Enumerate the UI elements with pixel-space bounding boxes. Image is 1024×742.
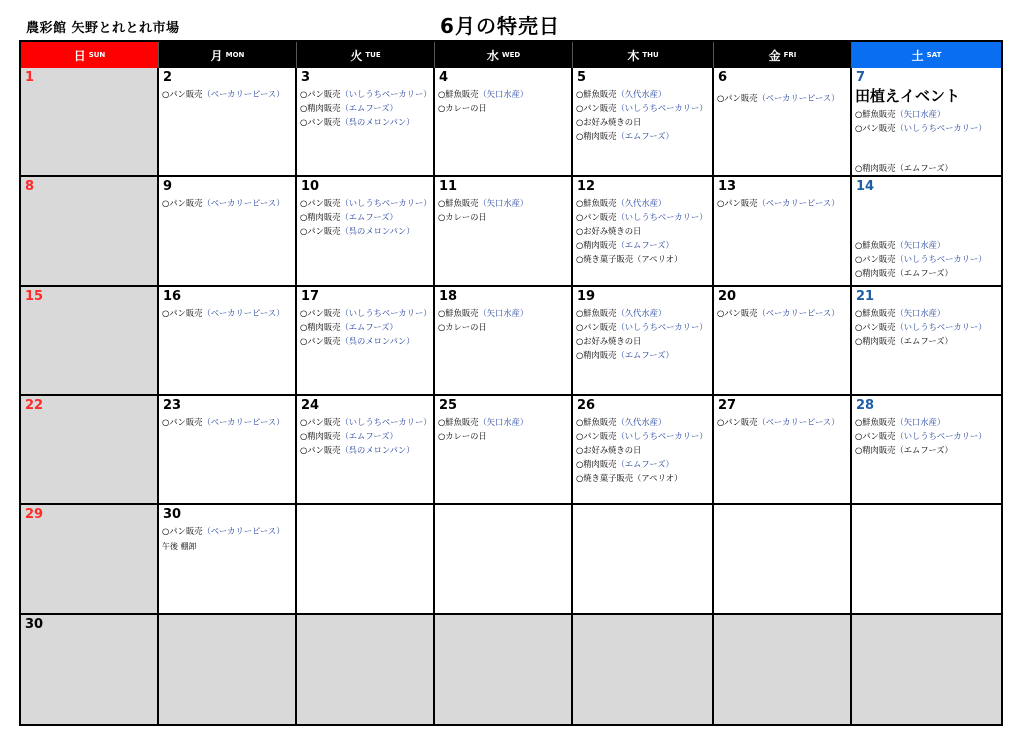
event-item: ○パン販売（ベーカリーピース） <box>717 93 840 103</box>
event-item: ○パン販売（いしうちベーカリー） <box>576 321 708 332</box>
event-item: ○精肉販売（エムフーズ） <box>855 445 953 455</box>
day-cell <box>21 396 159 505</box>
day-number: 26 <box>577 398 596 413</box>
weekday-header-wed: 水 WED <box>435 42 573 68</box>
day-cell <box>159 396 297 505</box>
day-number: 19 <box>577 288 596 304</box>
event-item: ○鮮魚販売（矢口水産） <box>855 109 946 119</box>
event-item: ○鮮魚販売（矢口水産） <box>438 198 529 209</box>
event-item: ○カレーの日 <box>438 212 487 223</box>
day-number: 11 <box>439 179 458 195</box>
day-number: 25 <box>439 398 458 413</box>
event-item: ○パン販売（いしうちベーカリー） <box>576 212 708 223</box>
event-item: ○精肉販売（エムフーズ） <box>855 335 953 346</box>
event-item: ○パン販売（呉のメロンパン） <box>300 226 415 237</box>
day-cell <box>159 615 297 724</box>
event-item: ○パン販売（いしうちベーカリー） <box>855 431 987 441</box>
day-cell <box>297 177 435 286</box>
page-title: 6月の特売日 <box>440 14 560 38</box>
event-item: ○パン販売（いしうちベーカリー） <box>576 103 708 113</box>
event-item: ○パン販売（いしうちベーカリー） <box>300 307 432 318</box>
day-number: 2 <box>163 70 173 85</box>
day-number: 3 <box>301 70 311 85</box>
day-number: 17 <box>301 288 320 304</box>
event-item: ○鮮魚販売（矢口水産） <box>438 417 529 427</box>
event-item: ○精肉販売（エムフーズ） <box>576 459 674 469</box>
day-cell <box>714 287 852 396</box>
day-cell <box>21 287 159 396</box>
weekday-header-tue: 火 TUE <box>297 42 435 68</box>
event-item: ○鮮魚販売（矢口水産） <box>438 307 529 318</box>
day-number: 7 <box>856 70 866 85</box>
event-item: ○鮮魚販売（矢口水産） <box>438 89 529 99</box>
day-cell <box>159 287 297 396</box>
event-item: ○精肉販売（エムフーズ） <box>576 349 674 360</box>
event-item: ○精肉販売（エムフーズ） <box>300 431 398 441</box>
day-cell <box>573 505 714 614</box>
event-item: ○精肉販売（エムフーズ） <box>300 212 398 223</box>
event-item: ○パン販売（ベーカリーピース） <box>162 89 285 99</box>
day-number: 12 <box>577 179 596 195</box>
day-number: 21 <box>856 288 875 304</box>
day-number: 20 <box>718 288 737 304</box>
day-number: 6 <box>718 70 728 85</box>
event-item: ○パン販売（いしうちベーカリー） <box>300 198 432 209</box>
event-item: ○鮮魚販売（久代水産） <box>576 307 667 318</box>
day-number: 28 <box>856 398 875 413</box>
event-item: ○パン販売（ベーカリーピース） <box>162 417 285 427</box>
event-item: ○パン販売（いしうちベーカリー） <box>576 431 708 441</box>
day-cell <box>573 68 714 177</box>
day-cell <box>852 396 1001 505</box>
event-item: ○パン販売（いしうちベーカリー） <box>855 123 987 133</box>
day-cell <box>573 615 714 724</box>
day-number: 23 <box>163 398 182 413</box>
event-item: ○精肉販売（エムフーズ） <box>855 163 953 173</box>
day-cell <box>573 177 714 286</box>
day-number: 13 <box>718 179 737 195</box>
day-number: 1 <box>25 70 35 85</box>
day-cell <box>297 68 435 177</box>
day-cell <box>297 615 435 724</box>
day-number: 30 <box>25 616 44 632</box>
day-cell <box>21 505 159 614</box>
day-number: 4 <box>439 70 449 85</box>
event-item: ○パン販売（いしうちベーカリー） <box>855 321 987 332</box>
day-number: 5 <box>577 70 587 85</box>
event-item: ○カレーの日 <box>438 103 487 113</box>
weekday-header-sat: 土 SAT <box>852 42 1001 68</box>
event-item: ○鮮魚販売（久代水産） <box>576 198 667 209</box>
event-item: ○鮮魚販売（久代水産） <box>576 89 667 99</box>
day-number: 9 <box>163 179 173 195</box>
calendar-grid <box>19 40 1003 726</box>
weekday-header-sun: 日 SUN <box>21 42 159 68</box>
day-cell <box>159 505 297 614</box>
day-cell <box>852 287 1001 396</box>
event-item: ○パン販売（いしうちベーカリー） <box>855 254 987 265</box>
day-cell <box>852 615 1001 724</box>
day-cell <box>852 68 1001 177</box>
day-number: 8 <box>25 179 35 195</box>
day-cell <box>159 68 297 177</box>
event-item: ○焼き菓子販売（アペリオ） <box>576 473 683 483</box>
weekday-header-fri: 金 FRI <box>714 42 852 68</box>
day-cell <box>714 396 852 505</box>
store-name: 農彩館 矢野とれとれ市場 <box>26 21 180 36</box>
day-cell <box>714 68 852 177</box>
weekday-header-thu: 木 THU <box>573 42 714 68</box>
event-item: ○パン販売（ベーカリーピース） <box>717 417 840 427</box>
day-number: 29 <box>25 507 44 523</box>
event-item: ○お好み焼きの日 <box>576 226 642 237</box>
event-item: ○お好み焼きの日 <box>576 117 642 127</box>
event-item: ○カレーの日 <box>438 321 487 332</box>
day-number: 14 <box>856 179 875 195</box>
day-number: 10 <box>301 179 320 195</box>
event-item: ○パン販売（ベーカリーピース） <box>162 526 285 537</box>
day-number: 24 <box>301 398 320 413</box>
event-item: ○精肉販売（エムフーズ） <box>855 268 953 279</box>
event-item: ○精肉販売（エムフーズ） <box>300 103 398 113</box>
day-number: 22 <box>25 398 44 413</box>
day-cell <box>573 287 714 396</box>
day-cell <box>435 177 573 286</box>
day-cell <box>852 505 1001 614</box>
event-item: ○パン販売（ベーカリーピース） <box>717 198 840 209</box>
day-cell <box>435 396 573 505</box>
day-cell <box>159 177 297 286</box>
day-number: 16 <box>163 288 182 304</box>
note-text: 午後 棚卸 <box>162 542 197 552</box>
day-cell <box>435 505 573 614</box>
event-item: ○お好み焼きの日 <box>576 335 642 346</box>
day-cell <box>435 615 573 724</box>
event-item: ○パン販売（ベーカリーピース） <box>717 307 840 318</box>
event-item: ○パン販売（いしうちベーカリー） <box>300 89 432 99</box>
day-cell <box>714 505 852 614</box>
day-cell <box>852 177 1001 286</box>
day-cell <box>714 615 852 724</box>
event-item: ○カレーの日 <box>438 431 487 441</box>
event-item: ○精肉販売（エムフーズ） <box>576 131 674 141</box>
event-item: ○精肉販売（エムフーズ） <box>300 321 398 332</box>
event-item: ○パン販売（いしうちベーカリー） <box>300 417 432 427</box>
event-item: ○鮮魚販売（矢口水産） <box>855 307 946 318</box>
day-cell <box>435 68 573 177</box>
event-item: ○お好み焼きの日 <box>576 445 642 455</box>
event-item: ○鮮魚販売（久代水産） <box>576 417 667 427</box>
day-cell <box>573 396 714 505</box>
day-cell <box>21 68 159 177</box>
day-number: 18 <box>439 288 458 304</box>
day-number: 27 <box>718 398 737 413</box>
event-item: ○鮮魚販売（矢口水産） <box>855 240 946 251</box>
event-item: ○パン販売（ベーカリーピース） <box>162 307 285 318</box>
event-item: ○パン販売（呉のメロンパン） <box>300 335 415 346</box>
day-cell <box>435 287 573 396</box>
day-cell <box>21 615 159 724</box>
special-event: 田植えイベント <box>855 87 961 105</box>
day-cell <box>714 177 852 286</box>
event-item: ○鮮魚販売（矢口水産） <box>855 417 946 427</box>
day-number: 15 <box>25 288 44 304</box>
weekday-header-mon: 月 MON <box>159 42 297 68</box>
event-item: ○パン販売（呉のメロンパン） <box>300 445 415 455</box>
day-number: 30 <box>163 507 182 523</box>
day-cell <box>21 177 159 286</box>
event-item: ○パン販売（ベーカリーピース） <box>162 198 285 209</box>
day-cell <box>297 505 435 614</box>
day-cell <box>297 396 435 505</box>
event-item: ○精肉販売（エムフーズ） <box>576 240 674 251</box>
event-item: ○パン販売（呉のメロンパン） <box>300 117 415 127</box>
event-item: ○焼き菓子販売（アペリオ） <box>576 254 683 265</box>
day-cell <box>297 287 435 396</box>
